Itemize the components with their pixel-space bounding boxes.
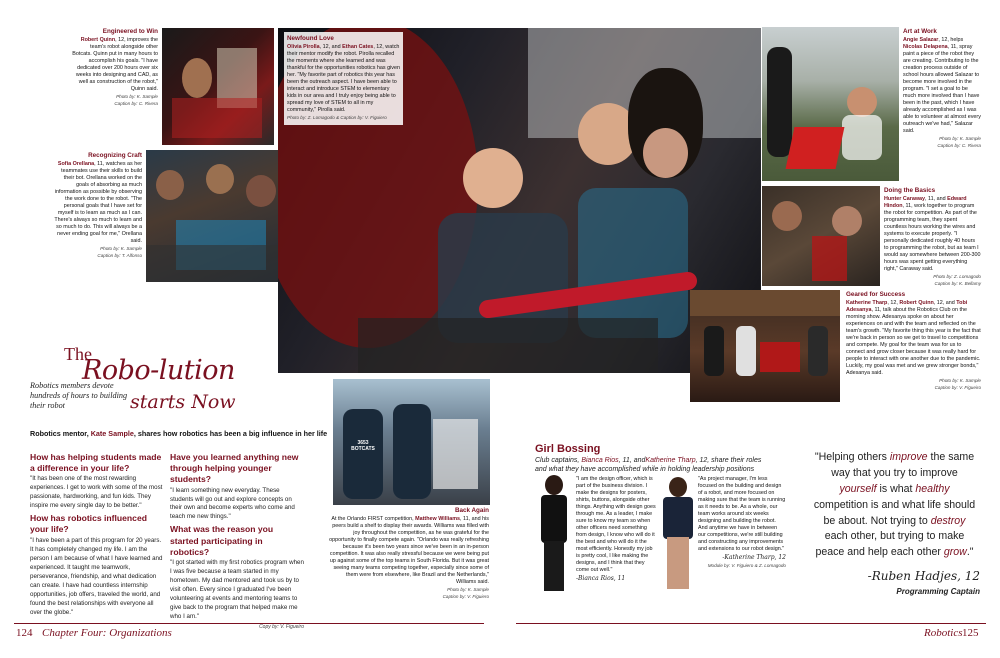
- headline-robo-lution: Robo-lution: [82, 355, 235, 386]
- shirt-text: 3653 BOTCATS: [351, 440, 375, 452]
- caption-engineered-to-win: Engineered to Win Robert Quinn, 12, improves the team's robot alongside other Botcats. Quinn put in many hours to accomplish his goals. "I have dedicated over 200 hours over six weeks into designing and CAD, as well as construction of the robot," Quinn said. Photo by: K. Sample Caption by: C. Rivera: [72, 28, 158, 107]
- caption-recognizing-craft: Recognizing Craft Sofia Orellana, 11, watches as her teammates use their skills to build their bot. Orellana worked on the goals of absorbing as much information as possible by observing the work done to the robot. "The personal goals that I have set for myself is to learn as much as I can. There's always so much to learn and so much to do. This will always be a never ending goal for me," Orellana said. Photo by: K. Sample Caption by: T. Alfonso: [52, 152, 142, 259]
- interview-answer: "It has been one of the most rewarding experiences. I get to work with some of the most passionate, hardworking, and fun kids. They inspire me every single day to be better.": [30, 475, 163, 510]
- caption-heading: Geared for Success: [846, 291, 906, 298]
- interview-credit: Copy by: V. Figueiro: [259, 623, 304, 630]
- girlboss-title: Girl Bossing: [535, 443, 601, 455]
- signature-rios: -Bianca Rios, 11: [576, 575, 626, 583]
- interview-answer: "I learn something new everyday. These students will go out and explore concepts on their own and become experts who come and teach me new things.": [170, 486, 295, 521]
- headline-the: The: [64, 344, 92, 364]
- interview-question: What was the reason you started participating in robotics?: [170, 524, 274, 557]
- girlboss-subtitle: Club captains, Bianca Rios, 11, andKatherine Tharp, 12, share their roles and what they have accomplished while in holding leadership positions: [535, 457, 762, 474]
- interview-intro: Robotics mentor, Kate Sample, shares how robotics has been a big influence in her life: [30, 429, 328, 438]
- caption-newfound-love: Newfound Love Olivia Pirolla, 12, and Ethan Cates, 12, watch their mentor modify the robot. Pirolla recalled the moments where she learned and was thankful for the opportunities robotics has given her. "My favorite part of robotics this year has been the outreach aspect. I have been able to interact and introduce STEM to elementary kids in our area and I truly enjoy being able to spread my love of STEM to all in my community," Pirolla said. Photo by: Z. Lomagodo & Caption by: V. Figuiero: [284, 32, 403, 125]
- interview-question: Have you learned anything new through helping younger students?: [170, 452, 299, 485]
- caption-heading: Recognizing Craft: [88, 152, 142, 159]
- photo-doing-the-basics: [762, 186, 880, 286]
- pull-quote-role: Programming Captain: [896, 587, 980, 596]
- signature-tharp: -Katherine Tharp, 12: [722, 554, 786, 562]
- page-number-left: 124: [16, 627, 33, 639]
- caption-heading: Engineered to Win: [102, 28, 158, 35]
- girlboss-quote-tharp: "As project manager, I'm less focused on the building and design of a robot, and more focused on making sure that the team is running as it needs to be. As a whole, our team works around six weeks designing and building the robot. And anytime we have in between our competitions, we're still building and constructing any improvements and extensions to our robot design." -Katherine Tharp, 12 Module by: V. Figuiero & Z. Lomagodo: [698, 476, 786, 568]
- footer-rule-left: [14, 623, 484, 624]
- caption-back-again: Back Again At the Orlando FIRST competition, Matthew Williams, 11, and his peers build a shelf to display their awards. Williams was filled with joy throughout the competition, as he was grateful for the opportunity to finally compete again. "Orlando was really refreshing because it's been two years since we've been in an in-person competition. It was also really stressful because we were being put up against some of the top teams in South Florida. But it was great seeing many teams competing together, especially since some of them were from elsewhere, like Brazil and the Netherlands," Williams said. Photo by: K. Sample Caption by: V. Figuiero: [326, 507, 489, 600]
- interview-question: How has helping students made a difference in your life?: [30, 452, 162, 474]
- caption-doing-the-basics: Doing the Basics Hunter Caraway, 11, and Edward Hindon, 11, work together to program the robot for competition. As part of the programming team, they spent countless hours working the wires and systems to execute properly. "I personally dedicated roughly 40 hours to programming the robot, but as team I would say somewhere between 200-300 hours was spent getting everything right," Caraway said. Photo by: Z. Lomagodo Caption by: K. Bellamy: [884, 187, 981, 287]
- headline-starts-now: starts Now: [130, 391, 236, 413]
- photo-recognizing-craft: [146, 150, 296, 282]
- caption-heading: Doing the Basics: [884, 187, 936, 194]
- photo-back-again: [333, 379, 490, 505]
- interview-answer: "I got started with my first robotics program when I was five because a team started in my hometown. My dad mentored and took us by to visit often. Every since I graduated I've been volunteering at events and mentoring teams to give back to the program that helped make me who I am.": [170, 558, 304, 620]
- page-number-right: 125: [962, 627, 979, 639]
- interview-answer: "I have been a part of this program for 20 years. It has completely changed my life. I am the person I am because of what I have learned and experienced. It taught me teamwork, perseverance, friendship, and what dedication can create. I have had countless internship opportunities, job offers, traveled the world, and found the best relationships with everyone all over the globe.": [30, 536, 163, 616]
- caption-heading: Newfound Love: [287, 35, 334, 42]
- pull-quote: "Helping others improve the same way that you try to improve yourself is what healthy competition is and what life should be about. Not trying to destroy each other, but trying to make peace and help each other grow.": [813, 451, 976, 559]
- photo-bianca-rios: [537, 475, 571, 595]
- caption-heading: Art at Work: [903, 28, 937, 35]
- footer-rule-right: [516, 623, 986, 624]
- girlboss-quote-rios: "I am the design officer, which is part of the business division. I make the designs for posters, shirts, buttons, alongside other things. Anything with design goes through me. As a leader, I make sure to know my team so when other officers need something from design, I know who will do it the best and who will do it the most efficiently. Honestly my job is pretty cool, I like making the designs, and I think that they come out well." -Bianca Rios, 11: [576, 476, 656, 583]
- caption-art-at-work: Art at Work Angie Salazar, 12, helps Nicolas Delapena, 11, spray paint a piece of the robot they are creating. Contributing to the creation process outside of school hours allowed Salazar to become more involved in the program. "I set a goal to be much more involved than I have been in the past, which I have already accomplished as I was able to volunteer at almost every outreach we've had," Salazar said. Photo by: K. Sample Caption by: C. Rivera: [903, 28, 981, 149]
- headline-deck: Robotics members devote hundreds of hours to building their robot: [30, 381, 128, 410]
- photo-geared-for-success: [690, 290, 840, 402]
- footer-chapter: Chapter Four: Organizations: [42, 627, 172, 639]
- pull-quote-signature: -Ruben Hadjes, 12: [867, 569, 980, 583]
- footer-section: Robotics: [924, 627, 963, 639]
- photo-art-at-work: [762, 27, 899, 181]
- interview-question: How has robotics influenced your life?: [30, 513, 147, 535]
- interview-column-right: [170, 450, 304, 630]
- girlboss-credit: Module by: V. Figuiero & Z. Lomagodo: [707, 562, 786, 568]
- caption-heading: Back Again: [454, 507, 489, 514]
- interview-column-left: [30, 450, 166, 619]
- photo-engineered-to-win: [162, 28, 274, 145]
- caption-geared-for-success: Geared for Success Katherine Tharp, 12, Robert Quinn, 12, and Tobi Adesanya, 11, talk about the Robotics Club on the morning show. Adesanya spoke on about her experiences on and with the team and reflected on the team's growth. "My favorite thing this year is the fact that we're back in person so we get to travel to competitions and compete. My goal for the team was for us to connect and grow closer because it was really hard for people to interact with one another due to the pandemic. Luckily, my goal was met and we grew stronger bonds," Adesanya said. Photo by: K. Sample Caption by: V. Figueiro: [846, 291, 981, 391]
- photo-katherine-tharp: [660, 477, 696, 591]
